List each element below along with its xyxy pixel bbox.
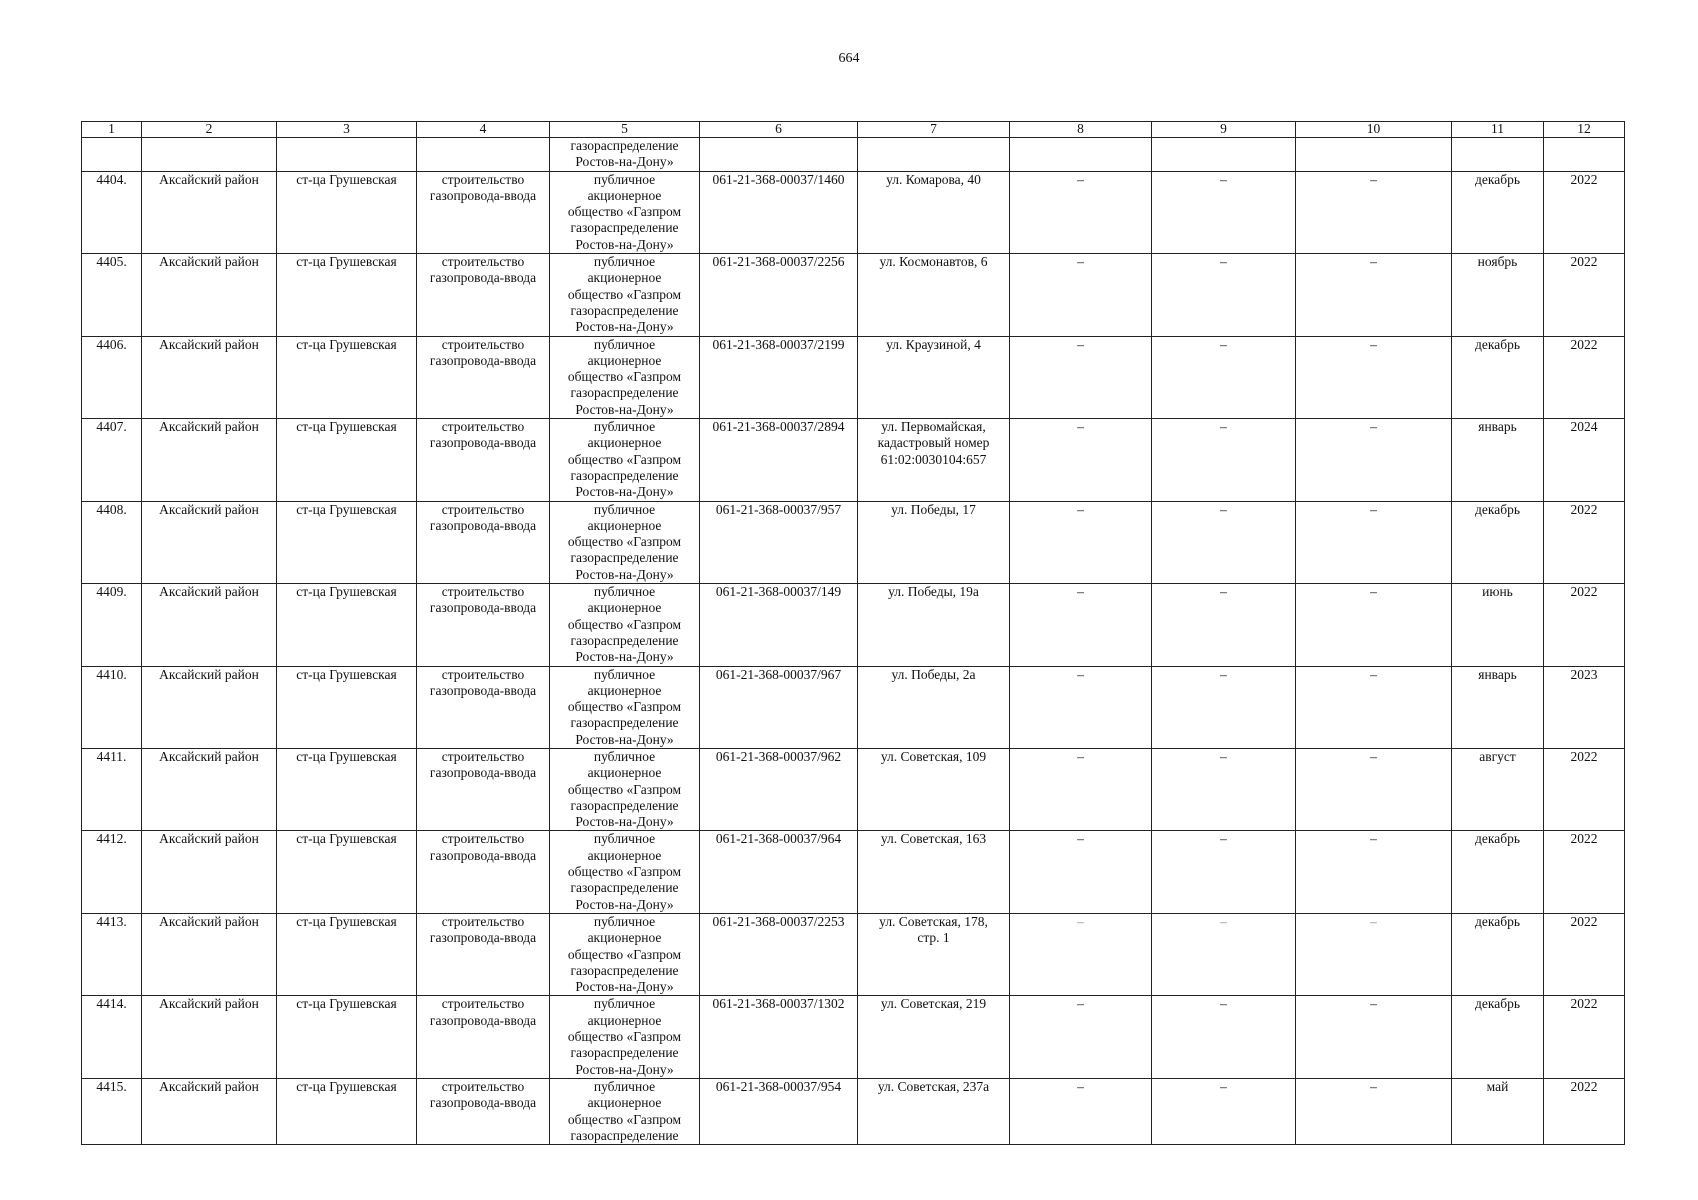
line: газопровода-ввода [429, 765, 537, 781]
cell-organization [550, 171, 700, 253]
column-number: 4 [417, 122, 550, 138]
line: публичное [593, 913, 656, 929]
cell-settlement: ст-ца Грушевская [277, 1078, 417, 1144]
cell-district: Аксайский район [142, 419, 277, 501]
cell-row-number: 4409. [82, 584, 142, 666]
cell-organization [550, 1078, 700, 1144]
line: газораспределение [570, 467, 679, 483]
line: газопровода-ввода [429, 1095, 537, 1111]
line: акционерное [587, 765, 662, 781]
column-number: 8 [1010, 122, 1152, 138]
line: газопровода-ввода [429, 270, 537, 286]
cell-work-type [417, 254, 550, 336]
line: публичное [593, 1078, 656, 1094]
cell-col-9: – [1152, 419, 1296, 501]
line: газопровода-ввода [429, 187, 537, 203]
cell-settlement: ст-ца Грушевская [277, 913, 417, 995]
line: ул. Победы, 17 [891, 501, 976, 517]
cell-work-type [417, 171, 550, 253]
line: Ростов-на-Дону» [575, 814, 674, 830]
cell-year: 2022 [1544, 748, 1625, 830]
cell-row-number: 4410. [82, 666, 142, 748]
cell-empty [1010, 138, 1152, 172]
line: акционерное [587, 435, 662, 451]
line: строительство [441, 419, 525, 435]
cell-registration-code: 061-21-368-00037/1302 [700, 996, 858, 1078]
cell-district: Аксайский район [142, 336, 277, 418]
line: Ростов-на-Дону» [575, 484, 674, 500]
column-number: 11 [1452, 122, 1544, 138]
cell-month: декабрь [1452, 336, 1544, 418]
cell-district: Аксайский район [142, 501, 277, 583]
cell-address [858, 254, 1010, 336]
line: газораспределение [570, 632, 679, 648]
cell-registration-code: 061-21-368-00037/2894 [700, 419, 858, 501]
cell-col-9: – [1152, 336, 1296, 418]
line: ул. Победы, 2а [891, 666, 976, 682]
cell-empty [1152, 138, 1296, 172]
cell-row-number: 4407. [82, 419, 142, 501]
cell-address [858, 336, 1010, 418]
line: публичное [593, 584, 656, 600]
cell-registration-code: 061-21-368-00037/957 [700, 501, 858, 583]
registry-table [81, 121, 1625, 1145]
line: общество «Газпром [567, 699, 682, 715]
line: общество «Газпром [567, 864, 682, 880]
cell-row-number: 4413. [82, 913, 142, 995]
cell-work-type [417, 501, 550, 583]
cell-address [858, 501, 1010, 583]
cell-organization [550, 419, 700, 501]
cell-year: 2022 [1544, 501, 1625, 583]
cell-work-type [417, 666, 550, 748]
cell-settlement: ст-ца Грушевская [277, 419, 417, 501]
cell-col-8: – [1010, 501, 1152, 583]
cell-district: Аксайский район [142, 996, 277, 1078]
table-body [82, 122, 1625, 1145]
cell-row-number: 4408. [82, 501, 142, 583]
line: общество «Газпром [567, 616, 682, 632]
line: газораспределение [570, 1127, 679, 1143]
line: акционерное [587, 682, 662, 698]
cell-month: декабрь [1452, 996, 1544, 1078]
line: публичное [593, 996, 656, 1012]
line: акционерное [587, 352, 662, 368]
line: строительство [441, 1078, 525, 1094]
cell-col-8: – [1010, 336, 1152, 418]
cell-empty [142, 138, 277, 172]
line: ул. Советская, 219 [880, 996, 987, 1012]
column-number: 7 [858, 122, 1010, 138]
cell-month: декабрь [1452, 913, 1544, 995]
cell-address [858, 584, 1010, 666]
line: общество «Газпром [567, 204, 682, 220]
cell-work-type [417, 831, 550, 913]
cell-empty [1544, 138, 1625, 172]
line: Ростов-на-Дону» [575, 896, 674, 912]
table-row [82, 748, 1625, 830]
cell-col-9: – [1152, 584, 1296, 666]
cell-year: 2022 [1544, 584, 1625, 666]
cell-address [858, 419, 1010, 501]
cell-registration-code: 061-21-368-00037/2253 [700, 913, 858, 995]
line: газораспределение [570, 550, 679, 566]
table-row [82, 666, 1625, 748]
line: газопровода-ввода [429, 435, 537, 451]
cell-year: 2022 [1544, 996, 1625, 1078]
cell-col-9: – [1152, 831, 1296, 913]
cell-row-number: 4414. [82, 996, 142, 1078]
cell-col-8: – [1010, 831, 1152, 913]
line: газопровода-ввода [429, 682, 537, 698]
cell-col-9: – [1152, 171, 1296, 253]
cell-month: июнь [1452, 584, 1544, 666]
table-row [82, 831, 1625, 913]
cell-district: Аксайский район [142, 584, 277, 666]
line: газораспределение [570, 797, 679, 813]
line: акционерное [587, 930, 662, 946]
cell-district: Аксайский район [142, 913, 277, 995]
cell-organization [550, 831, 700, 913]
line: акционерное [587, 270, 662, 286]
cell-settlement: ст-ца Грушевская [277, 171, 417, 253]
cell-col-9: – [1152, 913, 1296, 995]
line: публичное [593, 748, 656, 764]
line: публичное [593, 419, 656, 435]
cell-settlement: ст-ца Грушевская [277, 336, 417, 418]
line: публичное [593, 501, 656, 517]
continuation-row [82, 138, 1625, 172]
line: газопровода-ввода [429, 600, 537, 616]
cell-district: Аксайский район [142, 171, 277, 253]
line: акционерное [587, 1012, 662, 1028]
cell-month: декабрь [1452, 831, 1544, 913]
line: Ростов-на-Дону» [575, 236, 674, 252]
cell-month: август [1452, 748, 1544, 830]
cell-year: 2023 [1544, 666, 1625, 748]
cell-col-10: – [1296, 171, 1452, 253]
cell-month: ноябрь [1452, 254, 1544, 336]
cell-month: январь [1452, 419, 1544, 501]
line: Ростов-на-Дону» [575, 649, 674, 665]
line: газопровода-ввода [429, 930, 537, 946]
line: публичное [593, 831, 656, 847]
line: публичное [593, 336, 656, 352]
line: ул. Советская, 163 [880, 831, 987, 847]
line: общество «Газпром [567, 369, 682, 385]
line: стр. 1 [917, 930, 950, 946]
cell-col-8: – [1010, 584, 1152, 666]
cell-col-8: – [1010, 419, 1152, 501]
line: строительство [441, 666, 525, 682]
line: общество «Газпром [567, 1029, 682, 1045]
table-row [82, 584, 1625, 666]
cell-row-number: 4405. [82, 254, 142, 336]
cell-empty [700, 138, 858, 172]
cell-work-type [417, 996, 550, 1078]
column-number: 3 [277, 122, 417, 138]
line: строительство [441, 254, 525, 270]
cell-organization [550, 336, 700, 418]
line: газораспределение [570, 715, 679, 731]
line: газораспределение [570, 138, 679, 153]
cell-col-10: – [1296, 666, 1452, 748]
cell-col-8: – [1010, 254, 1152, 336]
cell-district: Аксайский район [142, 831, 277, 913]
cell-col-10: – [1296, 748, 1452, 830]
cell-col-10: – [1296, 584, 1452, 666]
line: газопровода-ввода [429, 1012, 537, 1028]
table-row [82, 419, 1625, 501]
cell-organization [550, 748, 700, 830]
cell-organization [550, 913, 700, 995]
cell-settlement: ст-ца Грушевская [277, 501, 417, 583]
line: ул. Советская, 237а [877, 1078, 990, 1094]
cell-settlement: ст-ца Грушевская [277, 584, 417, 666]
cell-registration-code: 061-21-368-00037/954 [700, 1078, 858, 1144]
table-row [82, 254, 1625, 336]
cell-month: май [1452, 1078, 1544, 1144]
column-number: 12 [1544, 122, 1625, 138]
cell-col-8: – [1010, 171, 1152, 253]
table-row [82, 501, 1625, 583]
cell-col-9: – [1152, 501, 1296, 583]
cell-address [858, 748, 1010, 830]
cell-month: декабрь [1452, 171, 1544, 253]
column-number: 10 [1296, 122, 1452, 138]
cell-month: декабрь [1452, 501, 1544, 583]
line: общество «Газпром [567, 534, 682, 550]
line: строительство [441, 171, 525, 187]
cell-year: 2022 [1544, 171, 1625, 253]
cell-month: январь [1452, 666, 1544, 748]
cell-row-number: 4415. [82, 1078, 142, 1144]
cell-col-8: – [1010, 748, 1152, 830]
line: строительство [441, 831, 525, 847]
cell-address [858, 666, 1010, 748]
cell-registration-code: 061-21-368-00037/967 [700, 666, 858, 748]
cell-district: Аксайский район [142, 254, 277, 336]
line: Ростов-на-Дону» [575, 731, 674, 747]
line: газопровода-ввода [429, 517, 537, 533]
cell-organization [550, 254, 700, 336]
line: газопровода-ввода [429, 847, 537, 863]
line: общество «Газпром [567, 1111, 682, 1127]
line: ул. Советская, 178, [879, 913, 988, 929]
line: акционерное [587, 600, 662, 616]
line: строительство [441, 996, 525, 1012]
cell-settlement: ст-ца Грушевская [277, 254, 417, 336]
line: Ростов-на-Дону» [575, 566, 674, 582]
cell-empty [1296, 138, 1452, 172]
cell-row-number: 4412. [82, 831, 142, 913]
cell-empty [1452, 138, 1544, 172]
line: акционерное [587, 187, 662, 203]
cell-district: Аксайский район [142, 1078, 277, 1144]
cell-col-8: – [1010, 666, 1152, 748]
cell-work-type [417, 1078, 550, 1144]
cell-address [858, 171, 1010, 253]
cell-address [858, 1078, 1010, 1144]
cell-col-10: – [1296, 254, 1452, 336]
cell-year: 2022 [1544, 336, 1625, 418]
line: публичное [593, 254, 656, 270]
cell-year: 2024 [1544, 419, 1625, 501]
line: ул. Первомайская, [881, 419, 986, 435]
column-number: 5 [550, 122, 700, 138]
line: строительство [441, 913, 525, 929]
table-row [82, 913, 1625, 995]
cell-year: 2022 [1544, 254, 1625, 336]
cell-address [858, 996, 1010, 1078]
cell-settlement: ст-ца Грушевская [277, 831, 417, 913]
cell-empty [858, 138, 1010, 172]
line: газораспределение [570, 302, 679, 318]
cell-organization [550, 996, 700, 1078]
line: газораспределение [570, 220, 679, 236]
column-number: 2 [142, 122, 277, 138]
cell-col-8: – [1010, 913, 1152, 995]
cell-registration-code: 061-21-368-00037/2256 [700, 254, 858, 336]
cell-row-number: 4404. [82, 171, 142, 253]
cell-settlement: ст-ца Грушевская [277, 996, 417, 1078]
cell-col-9: – [1152, 254, 1296, 336]
line: Ростов-на-Дону» [575, 979, 674, 995]
cell-settlement: ст-ца Грушевская [277, 748, 417, 830]
line: газораспределение [570, 1045, 679, 1061]
cell-work-type [417, 584, 550, 666]
page-number: 664 [838, 51, 860, 66]
cell-registration-code: 061-21-368-00037/2199 [700, 336, 858, 418]
line: ул. Космонавтов, 6 [879, 254, 988, 270]
cell-work-type [417, 913, 550, 995]
line: общество «Газпром [567, 286, 682, 302]
cell-organization [550, 666, 700, 748]
cell-empty [277, 138, 417, 172]
cell-empty [82, 138, 142, 172]
cell-registration-code: 061-21-368-00037/964 [700, 831, 858, 913]
line: ул. Краузиной, 4 [886, 336, 981, 352]
line: общество «Газпром [567, 451, 682, 467]
column-number-row [82, 122, 1625, 138]
line: акционерное [587, 1095, 662, 1111]
cell-registration-code: 061-21-368-00037/1460 [700, 171, 858, 253]
line: газопровода-ввода [429, 352, 537, 368]
cell-col-10: – [1296, 913, 1452, 995]
line: Ростов-на-Дону» [575, 401, 674, 417]
line: общество «Газпром [567, 781, 682, 797]
line: публичное [593, 666, 656, 682]
table-row [82, 1078, 1625, 1144]
cell-settlement: ст-ца Грушевская [277, 666, 417, 748]
line: Ростов-на-Дону» [575, 1061, 674, 1077]
cell-col-10: – [1296, 501, 1452, 583]
cell-work-type [417, 336, 550, 418]
cell-col-9: – [1152, 748, 1296, 830]
line: акционерное [587, 517, 662, 533]
line: кадастровый номер [877, 435, 990, 451]
column-number: 6 [700, 122, 858, 138]
line: строительство [441, 748, 525, 764]
cell-registration-code: 061-21-368-00037/962 [700, 748, 858, 830]
line: акционерное [587, 847, 662, 863]
line: газораспределение [570, 880, 679, 896]
cell-col-9: – [1152, 666, 1296, 748]
cell-address [858, 913, 1010, 995]
cell-year: 2022 [1544, 831, 1625, 913]
cell-work-type [417, 748, 550, 830]
cell-col-10: – [1296, 1078, 1452, 1144]
cell-col-10: – [1296, 831, 1452, 913]
column-number: 9 [1152, 122, 1296, 138]
cell-col-10: – [1296, 336, 1452, 418]
cell-year: 2022 [1544, 1078, 1625, 1144]
line: газораспределение [570, 962, 679, 978]
cell-organization [550, 501, 700, 583]
line: 61:02:0030104:657 [880, 451, 987, 467]
line: Ростов-на-Дону» [575, 319, 674, 335]
cell-district: Аксайский район [142, 748, 277, 830]
line: газораспределение [570, 385, 679, 401]
line: строительство [441, 584, 525, 600]
line: публичное [593, 171, 656, 187]
line: строительство [441, 336, 525, 352]
cell-work-type [417, 419, 550, 501]
cell-col-10: – [1296, 996, 1452, 1078]
cell-district: Аксайский район [142, 666, 277, 748]
cell-col-9: – [1152, 1078, 1296, 1144]
line: ул. Победы, 19а [888, 584, 979, 600]
column-number: 1 [82, 122, 142, 138]
cell-year: 2022 [1544, 913, 1625, 995]
cell-address [858, 831, 1010, 913]
table-row [82, 336, 1625, 418]
cell-organization-continued [550, 138, 700, 172]
line: общество «Газпром [567, 946, 682, 962]
cell-col-9: – [1152, 996, 1296, 1078]
line: ул. Советская, 109 [880, 748, 987, 764]
cell-col-8: – [1010, 996, 1152, 1078]
line: ул. Комарова, 40 [886, 171, 981, 187]
table-row [82, 171, 1625, 253]
line: Ростов-на-Дону» [575, 154, 674, 170]
cell-row-number: 4411. [82, 748, 142, 830]
line: строительство [441, 501, 525, 517]
cell-organization [550, 584, 700, 666]
cell-col-10: – [1296, 419, 1452, 501]
cell-row-number: 4406. [82, 336, 142, 418]
cell-col-8: – [1010, 1078, 1152, 1144]
cell-empty [417, 138, 550, 172]
table-row [82, 996, 1625, 1078]
cell-registration-code: 061-21-368-00037/149 [700, 584, 858, 666]
